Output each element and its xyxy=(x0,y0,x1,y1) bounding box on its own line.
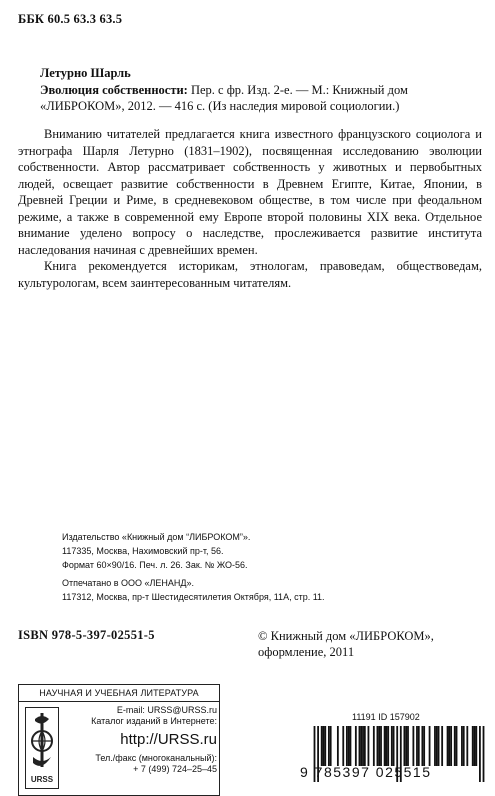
bibliographic-record xyxy=(40,82,480,114)
barcode-bar xyxy=(474,726,476,766)
barcode-bar xyxy=(384,726,386,766)
barcode-bar xyxy=(405,726,407,766)
barcode-bar xyxy=(387,726,389,766)
publisher-imprint xyxy=(62,530,442,604)
barcode-bar xyxy=(350,726,352,766)
barcode-bar xyxy=(386,726,388,766)
barcode-bar xyxy=(475,726,477,766)
publisher-name: Издательство «Книжный дом “ЛИБРОКОМ”». xyxy=(62,532,251,542)
barcode-bar xyxy=(403,726,405,766)
barcode-bar xyxy=(346,726,348,766)
barcode-bar xyxy=(355,726,357,766)
barcode-bar xyxy=(328,726,330,766)
barcode-bar xyxy=(423,726,425,766)
urss-email[interactable]: E-mail: URSS@URSS.ru xyxy=(116,705,217,715)
barcode-bar xyxy=(337,726,339,766)
barcode-bar xyxy=(416,726,418,766)
barcode-bar xyxy=(438,726,440,766)
barcode-bar xyxy=(429,726,431,766)
barcode-bar xyxy=(359,726,361,766)
copyright-line2: оформление, 2011 xyxy=(258,645,355,659)
barcode-bar xyxy=(362,726,364,766)
book-title: Эволюция собственности: xyxy=(40,83,188,97)
barcode-bar xyxy=(454,726,456,766)
urss-phone: + 7 (499) 724–25–45 xyxy=(133,764,217,774)
printer-address: 117312, Москва, пр-т Шестидесятилетия Октября, 11А, стр. 11. xyxy=(62,592,325,602)
biblio-details-line1: Пер. с фр. Изд. 2-е. — М.: Книжный дом xyxy=(187,83,408,97)
urss-header: НАУЧНАЯ И УЧЕБНАЯ ЛИТЕРАТУРА xyxy=(19,685,219,702)
urss-logo-text: URSS xyxy=(30,775,54,784)
urss-website-link[interactable]: http://URSS.ru xyxy=(120,731,217,748)
barcode-bar xyxy=(407,726,409,766)
urss-logo-icon xyxy=(25,707,59,789)
barcode-bar xyxy=(324,726,326,766)
bbk-classification: ББК 60.5 63.3 63.5 xyxy=(18,12,123,26)
barcode-bar xyxy=(330,726,332,766)
barcode-bar xyxy=(380,726,382,766)
barcode-bar xyxy=(472,726,474,766)
urss-info-box xyxy=(18,684,220,796)
barcode-bar xyxy=(461,726,463,766)
barcode-id: 11191 ID 157902 xyxy=(352,712,420,722)
publisher-address: 117335, Москва, Нахимовский пр-т, 56. xyxy=(62,546,224,556)
urss-contacts xyxy=(67,705,217,775)
biblio-details-line2: «ЛИБРОКОМ», 2012. — 416 с. (Из наследия мировой социологии.) xyxy=(40,99,400,113)
barcode-digits: 9 785397 025515 xyxy=(300,764,432,780)
annotation-paragraph-1: Вниманию читателей предлагается книга известного французского социолога и этнографа Шарля Летурно (1831–1902), посвященная исследованию эволюции собственности. Автор рассматривает собственность у животных и первобытных людей, освещает развитие собственности в Древнем Египте, Китае, Японии, в Древней Греции и Риме, в средневековом обществе, в том числе при феодальном режиме, а также в современной ему Европе второй половины XIX века. Отдельное внимание уделено вопросу о наследстве, прослеживается развитие института наследования начиная с древнейших времен. xyxy=(18,127,482,257)
barcode-bar xyxy=(441,726,443,766)
barcode-bar xyxy=(393,726,395,766)
barcode-bar xyxy=(412,726,414,766)
barcode-bar xyxy=(434,726,436,766)
barcode-bar xyxy=(377,726,379,766)
barcode-bar xyxy=(418,726,420,766)
isbn: ISBN 978-5-397-02551-5 xyxy=(18,628,155,642)
barcode-bar xyxy=(373,726,375,766)
barcode-bar xyxy=(323,726,325,766)
annotation xyxy=(18,126,482,291)
annotation-paragraph-2: Книга рекомендуется историкам, этнологам, правоведам, обществоведам, культурологам, всем заинтересованным читателям. xyxy=(18,259,482,290)
barcode-bar xyxy=(450,726,452,766)
copyright-line1: © Книжный дом «ЛИБРОКОМ», xyxy=(258,629,434,643)
barcode-bar xyxy=(436,726,438,766)
urss-catalog-label: Каталог изданий в Интернете: xyxy=(91,716,217,726)
barcode-bar xyxy=(360,726,362,766)
author-name: Летурно Шарль xyxy=(40,66,131,80)
printer-name: Отпечатано в ООО «ЛЕНАНД». xyxy=(62,578,195,588)
barcode-bar xyxy=(321,726,323,766)
barcode-bar xyxy=(391,726,393,766)
barcode-bar xyxy=(364,726,366,766)
barcode-bar xyxy=(466,726,468,766)
copyright xyxy=(258,628,488,660)
urss-phone-label: Тел./факс (многоканальный): xyxy=(95,753,217,763)
barcode-bar xyxy=(348,726,350,766)
barcode-bar xyxy=(368,726,370,766)
barcode-bar xyxy=(342,726,344,766)
barcode-bar xyxy=(378,726,380,766)
barcode-bar xyxy=(456,726,458,766)
barcode-bar xyxy=(447,726,449,766)
print-format: Формат 60×90/16. Печ. л. 26. Зак. № ЖО-56. xyxy=(62,560,248,570)
barcode-bar xyxy=(463,726,465,766)
barcode-bar xyxy=(421,726,423,766)
barcode-bar xyxy=(448,726,450,766)
